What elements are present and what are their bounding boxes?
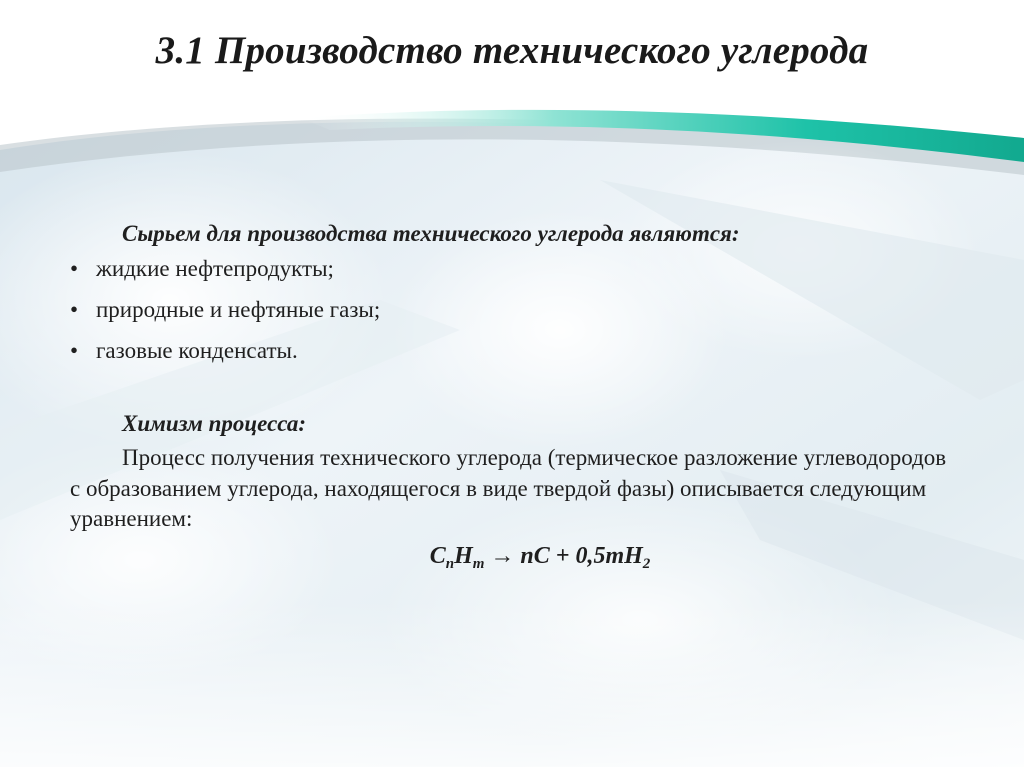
list-item-text: газовые конденсаты. xyxy=(96,338,298,364)
equation-h2-subscript: 2 xyxy=(642,556,651,573)
chemistry-description: Процесс получения технического углерода (термическое разложение углеводородов с образованием углерода, находящегося в виде твердой фазы) описывается следующим уравнением: xyxy=(70,445,947,531)
reaction-equation xyxy=(70,540,950,572)
bullet-icon: • xyxy=(70,338,79,364)
list-item xyxy=(70,253,950,284)
chemistry-heading: Химизм процесса: xyxy=(122,411,307,437)
slide-title: 3.1 Производство технического углерода xyxy=(155,29,869,72)
raw-materials-heading: Сырьем для производства технического углерода являются: xyxy=(122,221,740,246)
slide-content xyxy=(70,218,950,573)
list-item xyxy=(70,294,950,325)
bullet-icon: • xyxy=(70,297,79,323)
equation-products: → nC + 0,5mH xyxy=(484,543,643,570)
equation-carbon: C xyxy=(429,543,446,570)
list-item-text: природные и нефтяные газы; xyxy=(96,297,381,323)
equation-carbon-subscript: n xyxy=(445,556,455,573)
equation-hydrogen-subscript: m xyxy=(472,556,485,573)
raw-materials-list xyxy=(70,253,950,366)
list-item-text: жидкие нефтепродукты; xyxy=(96,256,334,282)
bullet-icon: • xyxy=(70,256,79,282)
equation-hydrogen: H xyxy=(454,543,473,570)
list-item xyxy=(70,335,950,366)
